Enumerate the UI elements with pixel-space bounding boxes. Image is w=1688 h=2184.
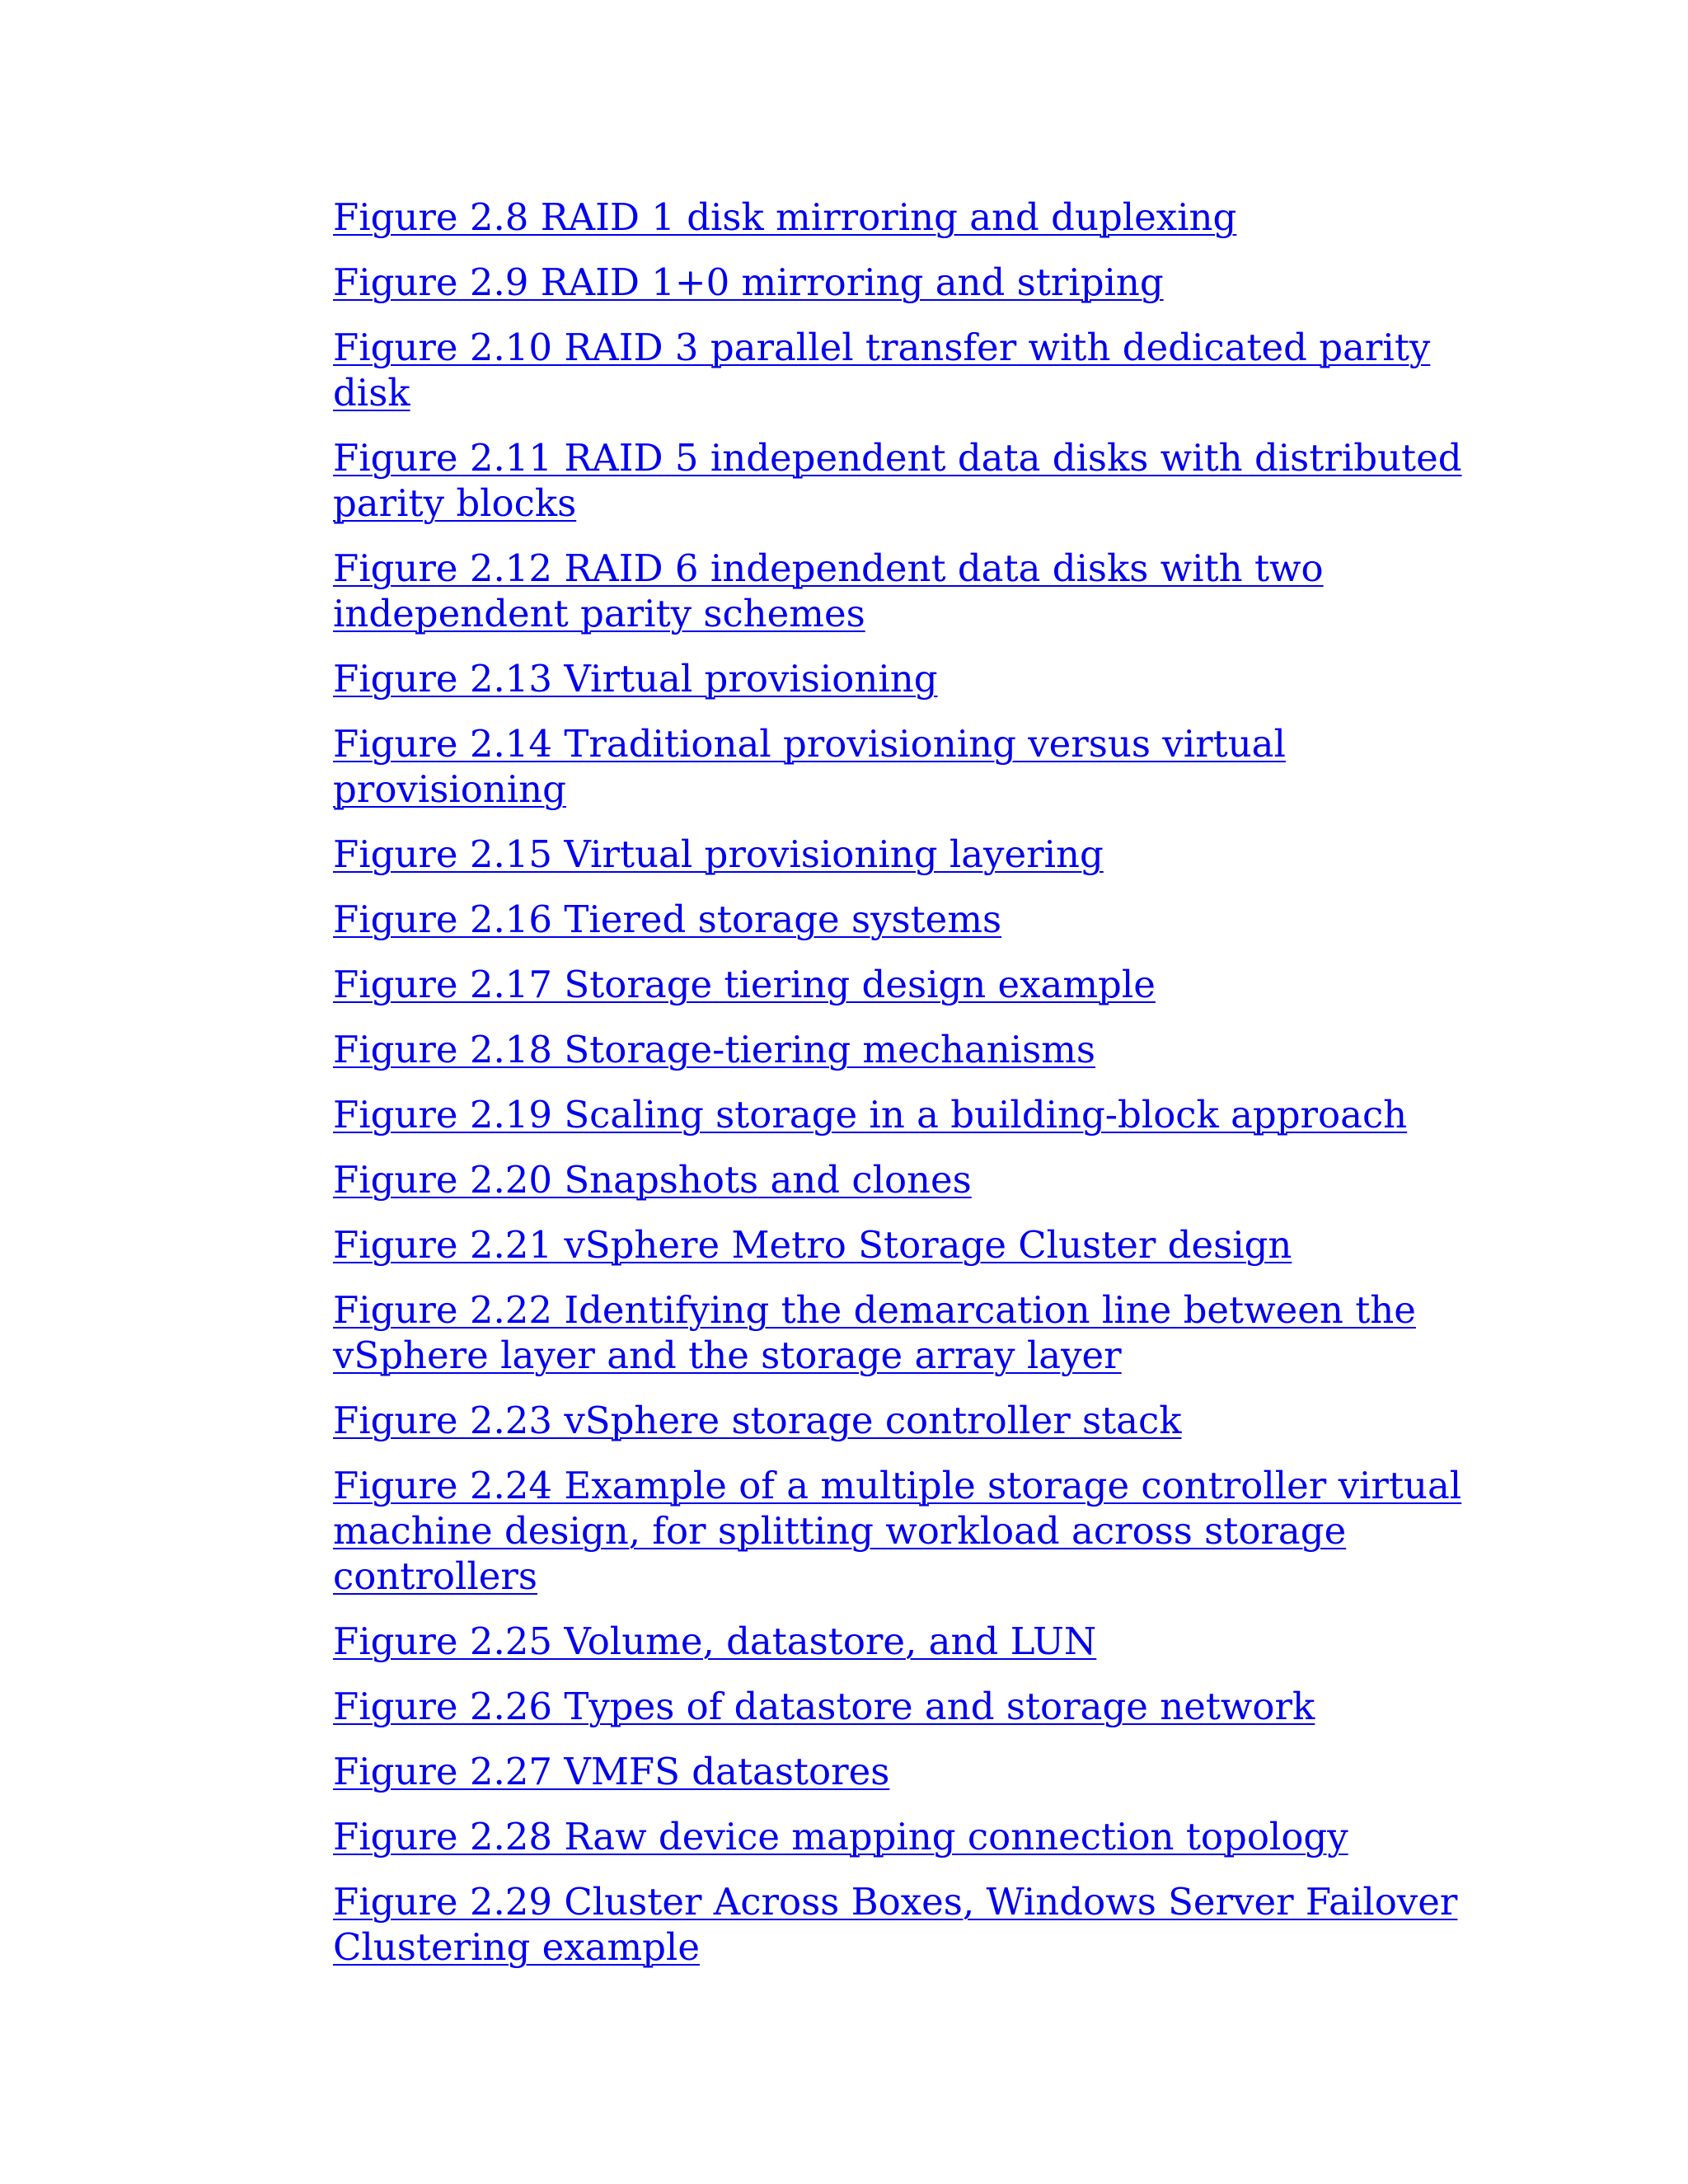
list-item bbox=[333, 194, 1487, 240]
list-item bbox=[333, 897, 1487, 942]
figure-2-13-link[interactable]: Figure 2.13 Virtual provisioning bbox=[333, 657, 938, 701]
list-item bbox=[333, 1463, 1487, 1599]
figure-2-8-link[interactable]: Figure 2.8 RAID 1 disk mirroring and duplexing bbox=[333, 195, 1237, 239]
list-item bbox=[333, 1619, 1487, 1664]
list-item bbox=[333, 325, 1487, 415]
list-item bbox=[333, 1157, 1487, 1202]
figure-2-23-link[interactable]: Figure 2.23 vSphere storage controller stack bbox=[333, 1399, 1182, 1442]
list-item bbox=[333, 962, 1487, 1007]
figure-2-25-link[interactable]: Figure 2.25 Volume, datastore, and LUN bbox=[333, 1619, 1097, 1663]
list-item bbox=[333, 435, 1487, 526]
figure-2-20-link[interactable]: Figure 2.20 Snapshots and clones bbox=[333, 1158, 972, 1202]
figure-2-14-link[interactable]: Figure 2.14 Traditional provisioning versus virtual provisioning bbox=[333, 722, 1286, 811]
figure-list bbox=[333, 194, 1487, 1990]
list-item bbox=[333, 1222, 1487, 1268]
figure-2-10-link[interactable]: Figure 2.10 RAID 3 parallel transfer with dedicated parity disk bbox=[333, 326, 1431, 415]
figure-2-15-link[interactable]: Figure 2.15 Virtual provisioning layering bbox=[333, 832, 1104, 876]
list-item bbox=[333, 1814, 1487, 1859]
list-item bbox=[333, 721, 1487, 812]
figure-2-19-link[interactable]: Figure 2.19 Scaling storage in a building-block approach bbox=[333, 1093, 1408, 1137]
figure-2-26-link[interactable]: Figure 2.26 Types of datastore and storage network bbox=[333, 1685, 1315, 1728]
figure-2-21-link[interactable]: Figure 2.21 vSphere Metro Storage Cluster design bbox=[333, 1223, 1292, 1267]
figure-2-28-link[interactable]: Figure 2.28 Raw device mapping connection topology bbox=[333, 1815, 1348, 1858]
list-item bbox=[333, 546, 1487, 636]
figure-2-29-link[interactable]: Figure 2.29 Cluster Across Boxes, Windows Server Failover Clustering example bbox=[333, 1880, 1458, 1969]
figure-2-22-link[interactable]: Figure 2.22 Identifying the demarcation line between the vSphere layer and the storage array layer bbox=[333, 1288, 1416, 1377]
figure-2-27-link[interactable]: Figure 2.27 VMFS datastores bbox=[333, 1750, 890, 1793]
list-item bbox=[333, 1749, 1487, 1794]
figure-2-12-link[interactable]: Figure 2.12 RAID 6 independent data disks with two independent parity schemes bbox=[333, 546, 1324, 635]
figure-2-24-link[interactable]: Figure 2.24 Example of a multiple storage controller virtual machine design, for splitting workload across storage controllers bbox=[333, 1464, 1462, 1598]
figure-2-17-link[interactable]: Figure 2.17 Storage tiering design example bbox=[333, 963, 1156, 1006]
list-item bbox=[333, 1092, 1487, 1137]
figure-2-9-link[interactable]: Figure 2.9 RAID 1+0 mirroring and striping bbox=[333, 260, 1164, 304]
list-item bbox=[333, 1027, 1487, 1072]
list-item bbox=[333, 832, 1487, 877]
list-item bbox=[333, 656, 1487, 701]
list-item bbox=[333, 1398, 1487, 1443]
list-item bbox=[333, 1287, 1487, 1378]
figure-2-11-link[interactable]: Figure 2.11 RAID 5 independent data disks with distributed parity blocks bbox=[333, 436, 1462, 525]
list-item bbox=[333, 260, 1487, 305]
list-item bbox=[333, 1684, 1487, 1729]
figure-2-16-link[interactable]: Figure 2.16 Tiered storage systems bbox=[333, 898, 1002, 941]
figure-2-18-link[interactable]: Figure 2.18 Storage-tiering mechanisms bbox=[333, 1028, 1095, 1071]
list-item bbox=[333, 1879, 1487, 1970]
